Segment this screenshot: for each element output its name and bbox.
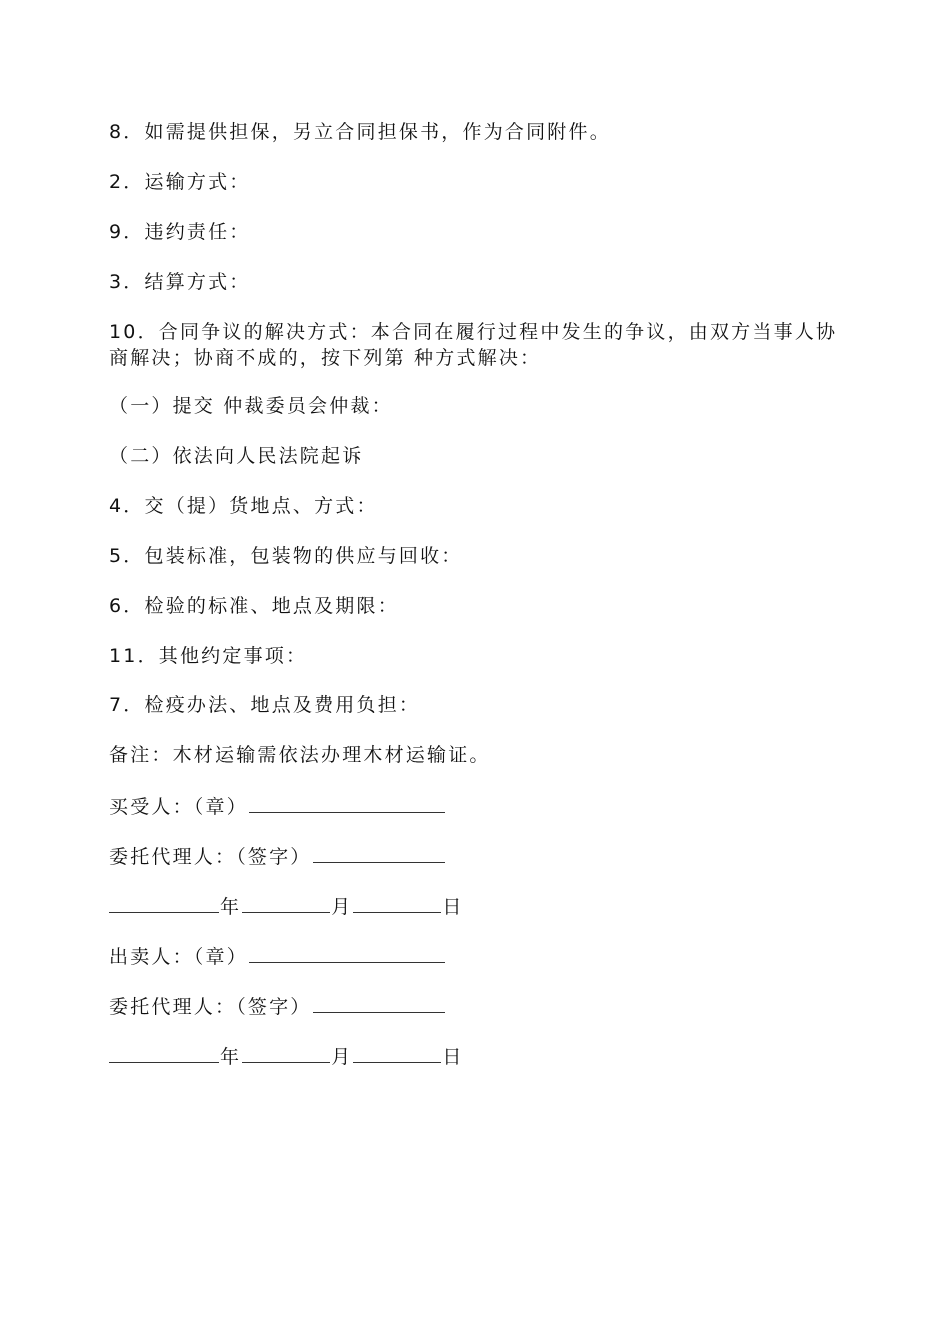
clause-11-other: 11．其他约定事项： <box>109 645 308 667</box>
buyer-seal-blank <box>249 792 445 813</box>
seller-year-blank <box>109 1042 219 1063</box>
remark-note: 备注：木材运输需依法办理木材运输证。 <box>109 744 491 766</box>
clause-4-delivery: 4．交（提）货地点、方式： <box>109 495 378 517</box>
buyer-date-row <box>109 892 464 920</box>
seller-agent-label: 委托代理人：（签字） <box>109 996 312 1018</box>
dispute-option-1: （一）提交 仲裁委员会仲裁： <box>109 395 393 417</box>
seller-day-blank <box>353 1042 441 1063</box>
seller-date-row <box>109 1042 464 1070</box>
clause-9-liability: 9．违约责任： <box>109 221 251 243</box>
clause-8-guarantee: 8．如需提供担保，另立合同担保书，作为合同附件。 <box>109 121 611 143</box>
buyer-label: 买受人：（章） <box>109 796 248 818</box>
buyer-year-label: 年 <box>220 896 242 918</box>
seller-month-label: 月 <box>331 1046 353 1068</box>
seller-year-label: 年 <box>220 1046 242 1068</box>
buyer-day-blank <box>353 892 441 913</box>
seller-agent-row <box>109 992 446 1020</box>
buyer-agent-label: 委托代理人：（签字） <box>109 846 312 868</box>
seller-day-label: 日 <box>442 1046 464 1068</box>
buyer-agent-row <box>109 842 446 870</box>
seller-agent-blank <box>313 992 445 1013</box>
clause-5-packaging: 5．包装标准，包装物的供应与回收： <box>109 545 463 567</box>
seller-month-blank <box>242 1042 330 1063</box>
buyer-agent-blank <box>313 842 445 863</box>
buyer-month-label: 月 <box>331 896 353 918</box>
dispute-option-2: （二）依法向人民法院起诉 <box>109 445 364 467</box>
buyer-day-label: 日 <box>442 896 464 918</box>
clause-6-inspection: 6．检验的标准、地点及期限： <box>109 595 399 617</box>
clause-7-quarantine: 7．检疫办法、地点及费用负担： <box>109 694 421 716</box>
clause-2-transport: 2．运输方式： <box>109 171 251 193</box>
seller-seal-blank <box>249 942 445 963</box>
clause-3-settlement: 3．结算方式： <box>109 271 251 293</box>
buyer-seal-row <box>109 792 446 820</box>
seller-seal-row <box>109 942 446 970</box>
clause-10-dispute: 10．合同争议的解决方式：本合同在履行过程中发生的争议，由双方当事人协商解决；协商不成的，按下列第 种方式解决： <box>109 321 838 369</box>
buyer-month-blank <box>242 892 330 913</box>
seller-label: 出卖人：（章） <box>109 946 248 968</box>
buyer-year-blank <box>109 892 219 913</box>
